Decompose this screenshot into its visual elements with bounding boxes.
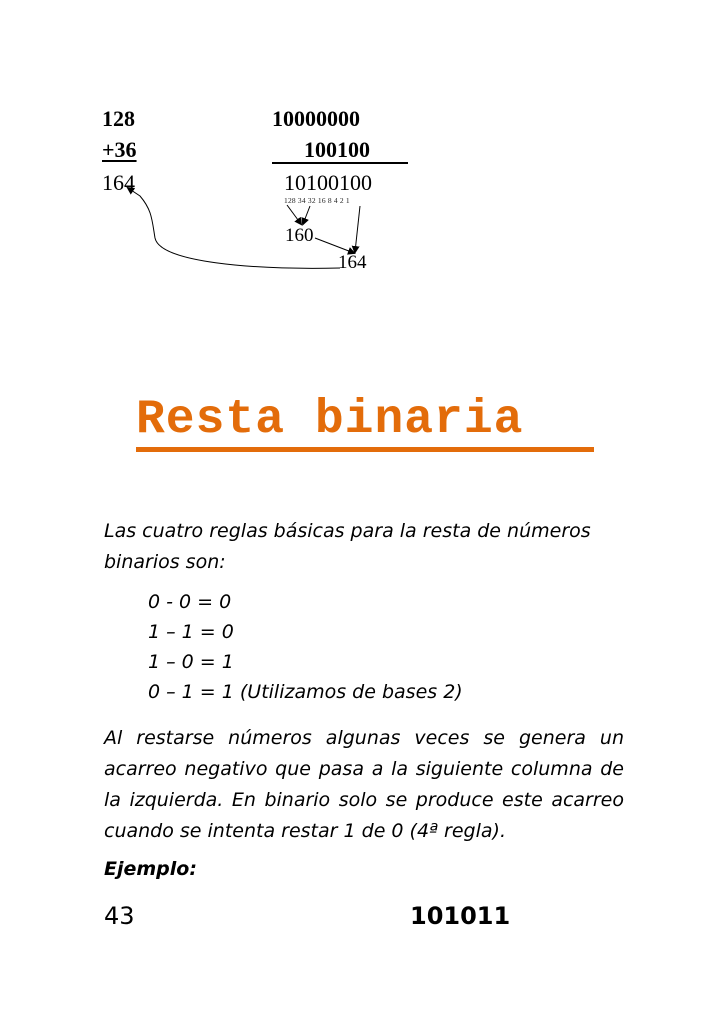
example-decimal: 43	[104, 902, 135, 930]
example-label: Ejemplo:	[104, 858, 197, 880]
arrow-32-to-160	[303, 206, 310, 224]
partial-sum: 160	[285, 225, 314, 246]
arrow-164-to-decimal	[128, 188, 340, 268]
decimal-addend-1: 128	[102, 106, 135, 131]
example-binary: 101011	[410, 902, 511, 930]
intro-text: Las cuatro reglas básicas para la resta de números binarios son:	[104, 520, 591, 573]
rule-1: 0 - 0 = 0	[148, 591, 232, 613]
rule-3: 1 – 0 = 1	[148, 651, 234, 673]
binary-addend-2: 100100	[304, 137, 370, 162]
borrow-paragraph: Al restarse números algunas veces se genera un acarreo negativo que pasa a la siguiente columna de la izquierda. En binario solo se produce este acarreo cuando se intenta restar 1 de 0 (4ª regla).	[104, 727, 624, 842]
arrow-160-to-164	[315, 238, 354, 253]
section-title: Resta binaria	[136, 393, 524, 447]
decimal-addend-2: +36	[102, 137, 137, 162]
title-underline	[136, 447, 594, 452]
final-sum: 164	[338, 252, 367, 273]
place-values: 128 34 32 16 8 4 2 1	[284, 196, 350, 205]
rule-2: 1 – 1 = 0	[148, 621, 234, 643]
annotation-arrows	[0, 0, 728, 300]
arrow-128-to-160	[287, 205, 301, 224]
binary-sum: 10100100	[284, 170, 372, 195]
rule-4: 0 – 1 = 1 (Utilizamos de bases 2)	[148, 681, 463, 703]
binary-addend-1: 10000000	[272, 106, 360, 131]
decimal-sum: 164	[102, 170, 135, 195]
arrow-4-to-164	[355, 206, 360, 252]
